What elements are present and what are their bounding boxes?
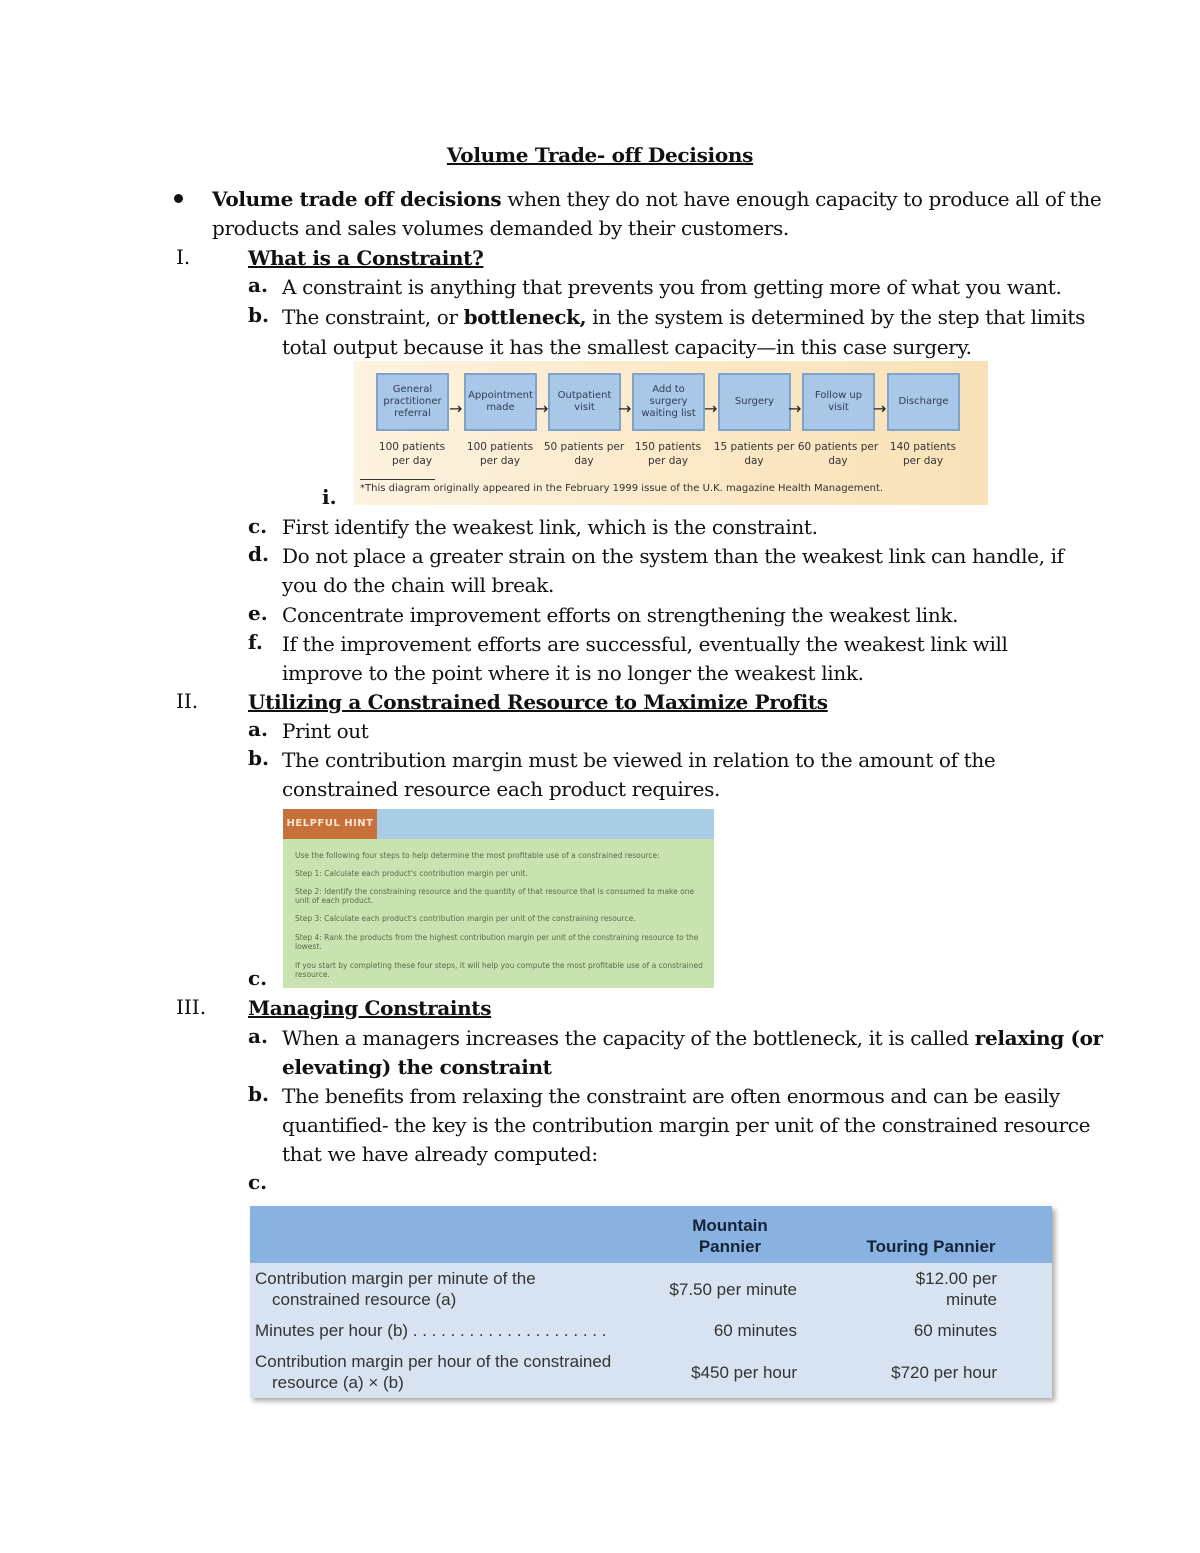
flow-step-box: Appointment made [464,373,537,431]
item-3a-label: a. [248,1024,268,1048]
item-3a-pre: When a managers increases the capacity of the bottleneck, it is called [282,1026,975,1050]
item-1b-pre: The constraint, or [282,305,464,329]
item-1i-label: i. [322,485,337,509]
row-1-touring-line-1: $12.00 per [915,1269,997,1288]
item-1b-bold: bottleneck, [463,305,587,329]
item-2a-text: Print out [282,719,369,743]
intro-line-2: products and sales volumes demanded by their customers. [212,216,789,240]
flow-step-box: Surgery [718,373,791,431]
item-3b-line-2: quantified- the key is the contribution margin per unit of the constrained resource [282,1113,1091,1137]
arrow-right-icon: → [873,399,887,418]
arrow-right-icon: → [449,399,463,418]
helpful-hint-tag: HELPFUL HINT [283,809,377,839]
flow-step-box: Add to surgery waiting list [632,373,705,431]
footnote-rule [360,479,435,480]
row-1-mountain: $7.50 per minute [669,1280,797,1299]
hint-line: Use the following four steps to help determine the most profitable use of a constrained resource: [295,851,660,860]
helpful-hint-box [283,809,714,988]
item-1c-text: First identify the weakest link, which is the constraint. [282,515,818,539]
row-3-label-line-1: Contribution margin per hour of the constrained [255,1352,612,1371]
row-3-touring: $720 per hour [891,1363,997,1382]
hint-line: Step 1: Calculate each product's contribution margin per unit. [295,869,528,878]
row-2-label: Minutes per hour (b) . . . . . . . . . . . . . . . . . . . . . [255,1321,607,1340]
intro-rest: when they do not have enough capacity to produce all of the [501,187,1102,211]
arrow-right-icon: → [788,399,802,418]
flow-step-rate: 50 patients per day [543,441,625,467]
page-title: Volume Trade- off Decisions [446,143,754,167]
row-2-touring: 60 minutes [913,1321,997,1340]
row-3-label-line-2: resource (a) × (b) [272,1373,404,1392]
item-1d-line-2: you do the chain will break. [282,573,554,597]
contribution-margin-table [250,1206,1052,1398]
intro-line-1 [212,185,1101,214]
item-2a-label: a. [248,717,268,741]
row-1-label-line-2: constrained resource (a) [272,1290,457,1309]
item-3b-label: b. [248,1082,269,1106]
row-2-mountain: 60 minutes [713,1321,797,1340]
row-3-mountain: $450 per hour [691,1363,797,1382]
item-1b-label: b. [248,303,269,327]
item-1e-label: e. [248,601,268,625]
section-1-numeral: I. [176,245,191,269]
item-1b-line-2: total output because it has the smallest capacity—in this case surgery. [282,335,972,359]
item-1a-label: a. [248,273,268,297]
section-1-heading: What is a Constraint? [248,246,484,270]
hint-line: If you start by completing these four steps, it will help you compute the most profitable use of a constrained resource. [295,961,703,979]
section-3-heading: Managing Constraints [248,996,492,1020]
item-1f-line-2: improve to the point where it is no longer the weakest link. [282,661,864,685]
item-1b-post: in the system is determined by the step that limits [586,305,1086,329]
flow-step-rate: 100 patients per day [378,441,446,467]
section-2-heading: Utilizing a Constrained Resource to Maximize Profits [248,690,828,714]
item-1a-text: A constraint is anything that prevents you from getting more of what you want. [282,275,1062,299]
item-2c-label: c. [248,966,268,990]
header-mountain-line-1: Mountain [692,1216,768,1235]
flow-step-box: Follow up visit [802,373,875,431]
flow-step-rate: 140 patients per day [889,441,957,467]
item-3a-line-2: elevating) the constraint [282,1055,552,1079]
arrow-right-icon: → [704,399,718,418]
item-1b-line-1 [282,303,1085,332]
flow-step-box: Discharge [887,373,960,431]
flow-footnote: *This diagram originally appeared in the February 1999 issue of the U.K. magazine Health Management. [360,483,884,494]
item-1e-text: Concentrate improvement efforts on strengthening the weakest link. [282,603,959,627]
row-1-label-line-1: Contribution margin per minute of the [255,1269,536,1288]
flow-step-rate: 150 patients per day [634,441,702,467]
item-3b-line-3: that we have already computed: [282,1142,598,1166]
item-1f-label: f. [248,630,263,654]
row-1-touring-line-2: minute [945,1290,997,1309]
arrow-right-icon: → [535,399,549,418]
item-3a-bold-1: relaxing (or [974,1026,1103,1050]
intro-bold: Volume trade off decisions [212,187,502,211]
item-1d-label: d. [248,542,269,566]
flow-step-rate: 15 patients per day [713,441,795,467]
item-1d-line-1: Do not place a greater strain on the system than the weakest link can handle, if [282,544,1064,568]
section-3-numeral: III. [176,995,207,1019]
flow-step-box: General practitioner referral [376,373,449,431]
arrow-right-icon: → [618,399,632,418]
header-mountain-line-2: Pannier [698,1237,762,1256]
item-2b-line-2: constrained resource each product requires. [282,777,721,801]
header-touring: Touring Pannier [866,1237,996,1256]
section-2-numeral: II. [176,689,199,713]
item-3b-line-1: The benefits from relaxing the constraint are often enormous and can be easily [282,1084,1060,1108]
item-2b-line-1: The contribution margin must be viewed in relation to the amount of the [282,748,996,772]
item-2b-label: b. [248,746,269,770]
patient-flow-diagram [354,361,988,505]
flow-step-box: Outpatient visit [548,373,621,431]
hint-line: Step 2: Identify the constraining resource and the quantity of that resource that is consumed to make one unit of each product. [295,887,695,905]
hint-line: Step 4: Rank the products from the highest contribution margin per unit of the constraining resource to the lowest. [295,933,699,951]
item-3a-line-1 [282,1024,1103,1053]
flow-step-rate: 60 patients per day [797,441,879,467]
item-1c-label: c. [248,514,268,538]
flow-step-rate: 100 patients per day [466,441,534,467]
item-1f-line-1: If the improvement efforts are successful, eventually the weakest link will [282,632,1008,656]
item-3c-label: c. [248,1170,268,1194]
hint-line: Step 3: Calculate each product's contribution margin per unit of the constraining resource. [295,914,636,923]
bullet-icon [174,194,183,203]
